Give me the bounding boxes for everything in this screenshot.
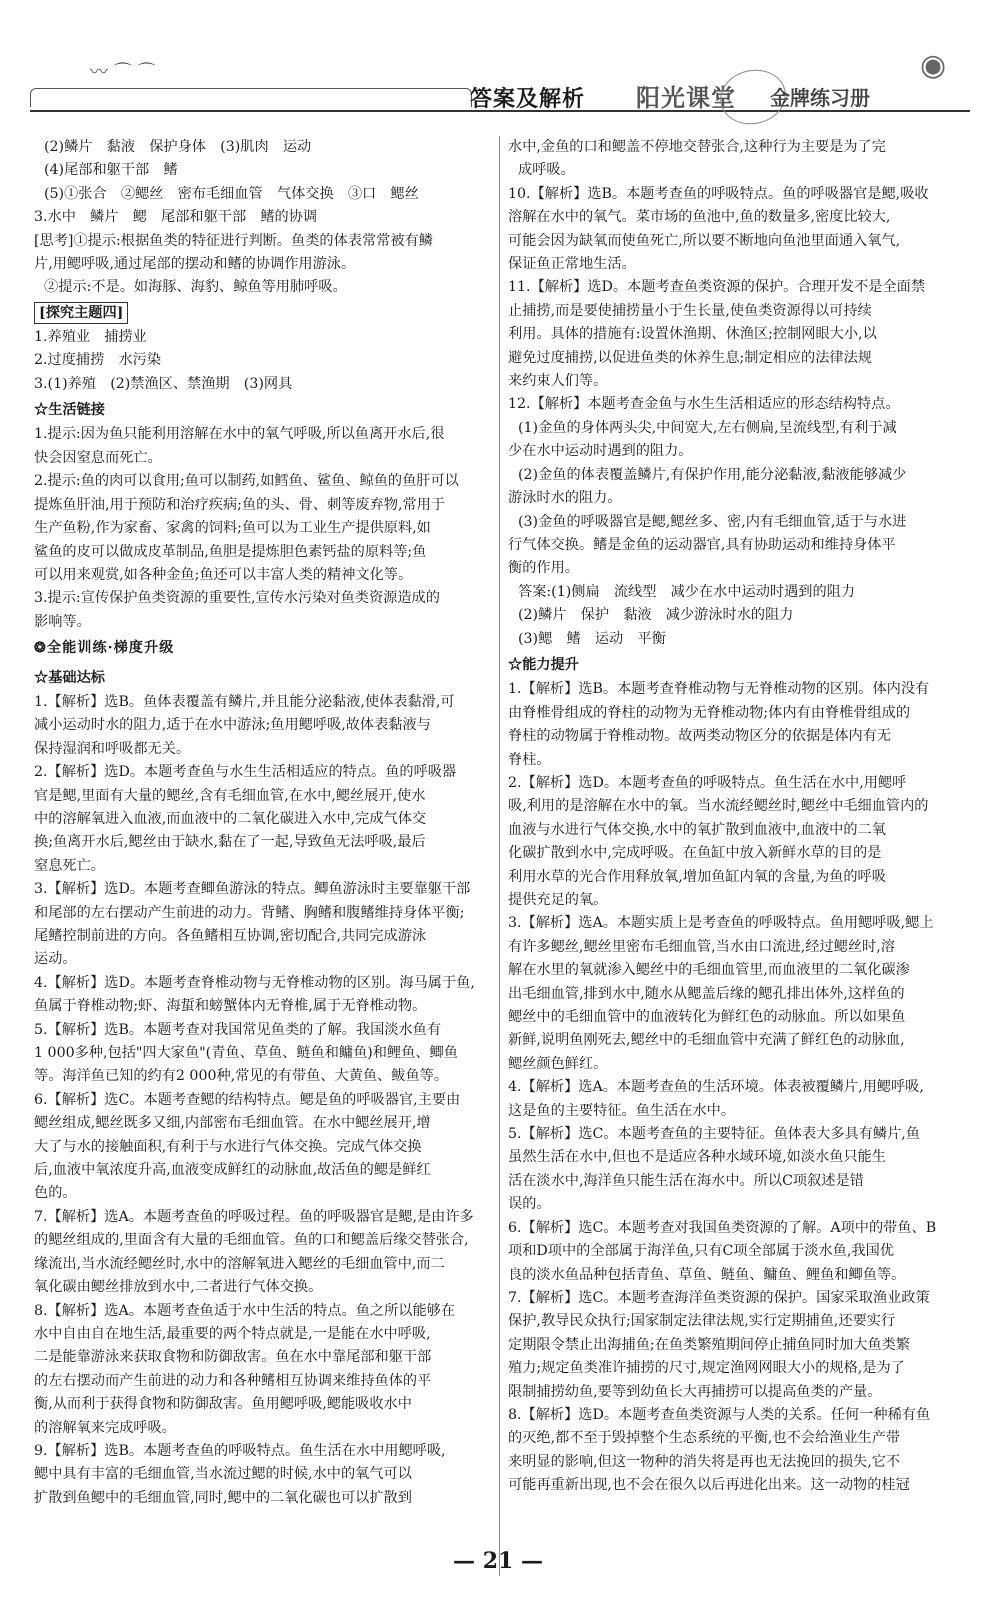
line-text: (2)鳞片 保护 黏液 减少游泳时水的阻力 [518, 607, 794, 624]
text-line [508, 159, 966, 182]
line-text: 中的溶解氧进入血液,而血液中的二氧化碳进入水中,完成气体交 [34, 810, 427, 827]
line-text: 活在淡水中,海洋鱼只能生活在海水中。所以C项叙述是错 [508, 1172, 864, 1189]
text-line [34, 664, 492, 691]
line-text: [思考]①提示:根据鱼类的特征进行判断。鱼类的体表常常被有鳞 [34, 232, 433, 249]
line-text: 2.提示:鱼的肉可以食用;鱼可以制药,如鳕鱼、鲨鱼、鲸鱼的鱼肝可以 [34, 473, 459, 490]
text-line [508, 347, 966, 370]
text-line [34, 159, 492, 182]
text-line [34, 995, 492, 1018]
line-text: 减小运动时水的阻力,适于在水中游泳;鱼用鳃呼吸,故体表黏液与 [34, 717, 431, 734]
text-line [34, 972, 492, 995]
line-text: 新鲜,说明鱼刚死去,鳃丝中的毛细血管中充满了鲜红色的动脉血, [508, 1032, 905, 1049]
header-subtitle: 金牌练习册 [770, 86, 870, 110]
text-line [34, 1393, 492, 1416]
text-line [508, 534, 966, 557]
text-line [508, 912, 966, 935]
text-line [508, 1029, 966, 1052]
line-text: 化碳扩散到水中,完成呼吸。在鱼缸中放入新鲜水草的目的是 [508, 845, 882, 862]
line-text: 有许多鳃丝,鳃丝里密布毛细血管,当水由口流进,经过鳃丝时,溶 [508, 938, 895, 955]
line-text: 等。海洋鱼已知的约有2 000种,常见的有带鱼、大黄鱼、鲅鱼等。 [34, 1068, 449, 1085]
text-line [508, 581, 966, 604]
line-text: 脊柱的动物属于脊椎动物。故两类动物区分的依据是体内有无 [508, 728, 892, 745]
header-brand: 阳光课堂 [636, 83, 736, 112]
line-text: 的溶解氧来完成呼吸。 [34, 1419, 176, 1436]
line-text: (5)①张合 ②鳃丝 密布毛细血管 气体交换 ③口 鳃丝 [44, 185, 419, 202]
line-text: 利用。具体的措施有:设置休渔期、休渔区;控制网眼大小,以 [508, 326, 877, 343]
text-line [34, 230, 492, 253]
text-line [34, 1417, 492, 1440]
text-line [508, 749, 966, 772]
text-line [508, 1053, 966, 1076]
text-line [34, 206, 492, 229]
line-text: 3.【解析】选A。本题实质上是考查鱼的呼吸特点。鱼用鳃呼吸,鳃上 [508, 915, 934, 932]
text-line [34, 1065, 492, 1088]
text-line [508, 819, 966, 842]
right-column [508, 136, 966, 1498]
line-text: 提供充足的氧。 [508, 892, 608, 908]
text-line [508, 772, 966, 795]
text-line [34, 470, 492, 493]
line-text: 大了与水的接触面积,有利于与水进行气体交换。完成气体交换 [34, 1138, 422, 1155]
line-text: 运动。 [34, 951, 77, 968]
text-line [34, 447, 492, 470]
line-text: 鳃中具有丰富的毛细血管,当水流过鳃的时候,水中的氧气可以 [34, 1466, 412, 1483]
line-text: 的鳃丝组成的,里面含有大量的毛细血管。鱼的口和鳃盖后缘交替张合, [34, 1232, 469, 1249]
text-line [34, 253, 492, 276]
line-text: 行气体交换。鳍是金鱼的运动器官,具有协助运动和维持身体平 [508, 536, 896, 553]
text-line [34, 494, 492, 517]
text-line [508, 417, 966, 440]
line-text: 利用水草的光合作用释放氧,增加鱼缸内氧的含量,为鱼的呼吸 [508, 868, 886, 885]
line-text: 5.【解析】选B。本题考查对我国常见鱼类的了解。我国淡水鱼有 [34, 1021, 442, 1038]
line-text: 可能会因为缺氧而使鱼死亡,所以要不断地向鱼池里面通入氧气, [508, 232, 901, 249]
text-line [34, 1253, 492, 1276]
text-line [34, 1136, 492, 1159]
line-text: 生产鱼粉,作为家畜、家禽的饲料;鱼可以为工业生产提供原料,如 [34, 520, 431, 537]
text-line [34, 1229, 492, 1252]
text-line [34, 785, 492, 808]
line-text: 鳃丝组成,鳃丝既多又细,内部密布毛细血管。在水中鳃丝展开,增 [34, 1115, 431, 1132]
line-text: 换;鱼离开水后,鳃丝由于缺水,黏在了一起,导致鱼无法呼吸,最后 [34, 834, 426, 851]
text-line [34, 564, 492, 587]
line-text: 2.【解析】选D。本题考查鱼与水生生活相适应的特点。鱼的呼吸器 [34, 764, 457, 781]
text-line [508, 1240, 966, 1263]
text-line [34, 831, 492, 854]
text-line [34, 761, 492, 784]
text-line [508, 276, 966, 299]
line-text: 可以用来观赏,如各种金鱼;鱼还可以丰富人类的精神文化等。 [34, 566, 413, 583]
line-text: 9.【解析】选B。本题考查鱼的呼吸特点。鱼生活在水中用鳃呼吸, [34, 1442, 446, 1459]
text-line [508, 983, 966, 1006]
line-text: 保护,教导民众执行;国家制定法律法规,实行定期捕鱼,还要实行 [508, 1313, 896, 1330]
text-line [34, 634, 492, 663]
text-line [508, 889, 966, 912]
text-line [34, 738, 492, 761]
line-text: 8.【解析】选A。本题考查鱼适于水中生活的特点。鱼之所以能够在 [34, 1302, 456, 1319]
text-line [34, 326, 492, 349]
text-line [508, 678, 966, 701]
line-text: 出毛细血管,排到水中,随水从鳃盖后缘的鳃孔排出体外,这样鱼的 [508, 985, 905, 1002]
text-line [34, 1346, 492, 1369]
text-line [508, 1334, 966, 1357]
line-text: 来明显的影响,但这一物种的消失将是再也无法挽回的损失,它不 [508, 1453, 901, 1470]
line-text: (4)尾部和躯干部 鳍 [44, 162, 178, 179]
line-text: 11.【解析】选D。本题考查鱼类资源的保护。合理开发不是全面禁 [508, 279, 926, 296]
line-text: 官是鳃,里面有大量的鳃丝,含有毛细血管,在水中,鳃丝展开,使水 [34, 787, 426, 804]
text-line [508, 1146, 966, 1169]
text-line [508, 1100, 966, 1123]
text-line [508, 1076, 966, 1099]
line-text: 缘流出,当水流经鳃丝时,水中的溶解氧进入鳃丝的毛细血管中,而二 [34, 1255, 445, 1272]
text-line [34, 691, 492, 714]
text-line [34, 349, 492, 372]
text-line [34, 136, 492, 159]
line-text: 后,血液中氧浓度升高,血液变成鲜红的动脉血,故活鱼的鳃是鲜红 [34, 1162, 431, 1179]
line-text: 6.【解析】选C。本题考查鳃的结构特点。鳃是鱼的呼吸器官,主要由 [34, 1091, 461, 1108]
line-text: 12.【解析】本题考查金鱼与水生生活相适应的形态结构特点。 [508, 396, 900, 413]
text-line [508, 842, 966, 865]
text-line [34, 611, 492, 634]
text-line [508, 725, 966, 748]
text-line [34, 1276, 492, 1299]
text-line [508, 487, 966, 510]
text-line [508, 557, 966, 580]
line-text: 1 000多种,包括"四大家鱼"(青鱼、草鱼、鲢鱼和鳙鱼)和鲤鱼、鲫鱼 [34, 1045, 458, 1062]
line-text: 水中自由自在地生活,最重要的两个特点就是,一是能在水中呼吸, [34, 1325, 431, 1342]
text-line [34, 1159, 492, 1182]
line-text: (3)鳃 鳍 运动 平衡 [518, 630, 666, 647]
line-text: 色的。 [34, 1185, 77, 1202]
header-title: 答案及解析 [470, 86, 586, 112]
text-line [34, 276, 492, 299]
line-text: 影响等。 [34, 613, 91, 630]
line-text: 3.【解析】选D。本题考查鲫鱼游泳的特点。鲫鱼游泳时主要靠躯干部 [34, 881, 471, 898]
line-text: 避免过度捕捞,以促进鱼类的休养生息;制定相应的法律法规 [508, 349, 872, 366]
line-text: 溶解在水中的氧气。菜市场的鱼池中,鱼的数量多,密度比较大, [508, 209, 891, 226]
line-text: 片,用鳃呼吸,通过尾部的摆动和鳍的协调作用游泳。 [34, 256, 356, 273]
line-text: 脊柱。 [508, 751, 551, 768]
text-line [508, 628, 966, 651]
text-line [34, 1089, 492, 1112]
text-line [34, 423, 492, 446]
line-text: 成呼吸。 [518, 162, 575, 179]
text-line [508, 370, 966, 393]
text-line [34, 1206, 492, 1229]
line-text: 提炼鱼肝油,用于预防和治疗疾病;鱼的头、骨、刺等废弃物,常用于 [34, 496, 446, 513]
text-line [34, 1370, 492, 1393]
text-line [34, 1323, 492, 1346]
birds-icon: 〰 ⌒ ⌒ [90, 62, 156, 83]
text-line [34, 1463, 492, 1486]
line-text: 少在水中运动时遇到的阻力。 [508, 443, 693, 460]
text-line [34, 1019, 492, 1042]
line-text: 良的淡水鱼品种包括青鱼、草鱼、鲢鱼、鳙鱼、鲤鱼和鲫鱼等。 [508, 1266, 906, 1283]
line-text: 鳃丝颜色鲜红。 [508, 1055, 608, 1072]
text-line [34, 1112, 492, 1135]
line-text: 解在水里的氧就渗入鳃丝中的毛细血管里,而血液里的二氧化碳渗 [508, 962, 910, 979]
section-heading: ☆基础达标 [34, 667, 105, 690]
globe-icon: ◉ [920, 48, 947, 83]
text-line [508, 1217, 966, 1240]
line-text: 答案:(1)侧扁 流线型 减少在水中运动时遇到的阻力 [518, 583, 856, 600]
text-line [34, 902, 492, 925]
line-text: 4.【解析】选A。本题考查鱼的生活环境。体表被覆鳞片,用鳃呼吸, [508, 1079, 924, 1096]
text-line [34, 1440, 492, 1463]
text-line [508, 1123, 966, 1146]
text-line [508, 511, 966, 534]
text-line [508, 1264, 966, 1287]
text-line [508, 1474, 966, 1497]
line-text: 血液与水进行气体交换,水中的氧扩散到血液中,血液中的二氧 [508, 821, 886, 838]
page-header [30, 48, 970, 126]
text-line [508, 936, 966, 959]
text-line [34, 925, 492, 948]
text-line [508, 464, 966, 487]
section-heading: ☆能力提升 [508, 654, 579, 677]
text-line [34, 183, 492, 206]
text-line [34, 587, 492, 610]
line-text: 5.【解析】选C。本题考查鱼的主要特征。鱼体表大多具有鳞片,鱼 [508, 1126, 920, 1143]
text-line [508, 959, 966, 982]
text-line [508, 1193, 966, 1216]
text-line [508, 136, 966, 159]
line-text: 8.【解析】选D。本题考查鱼类资源与人类的关系。任何一种稀有鱼 [508, 1406, 931, 1423]
text-line [508, 230, 966, 253]
text-line [508, 393, 966, 416]
line-text: 衡,从而利于获得食物和防御敌害。鱼用鳃呼吸,鳃能吸收水中 [34, 1396, 412, 1413]
line-text: 可能再重新出现,也不会在很久以后再进化出来。这一动物的桂冠 [508, 1477, 910, 1494]
left-column [34, 136, 492, 1510]
line-text: 殖力;规定鱼类准许捕捞的尺寸,规定渔网网眼大小的规格,是为了 [508, 1360, 905, 1377]
text-line [34, 541, 492, 564]
text-line [508, 300, 966, 323]
text-line [34, 855, 492, 878]
text-line [34, 808, 492, 831]
line-text: 窒息死亡。 [34, 857, 105, 874]
section-heading: [探究主题四] [34, 302, 128, 324]
line-text: 这是鱼的主要特征。鱼生活在水中。 [508, 1102, 736, 1119]
section-heading: ❂全能训练·梯度升级 [34, 640, 175, 657]
line-text: 定期限令禁止出海捕鱼;在鱼类繁殖期间停止捕鱼同时加大鱼类繁 [508, 1336, 911, 1353]
line-text: 7.【解析】选C。本题考查海洋鱼类资源的保护。国家采取渔业政策 [508, 1289, 930, 1306]
text-line [508, 253, 966, 276]
text-line [508, 866, 966, 889]
text-line [34, 714, 492, 737]
line-text: ②提示:不是。如海豚、海豹、鲸鱼等用肺呼吸。 [44, 279, 347, 296]
line-text: 1.提示:因为鱼只能利用溶解在水中的氧气呼吸,所以鱼离开水后,很 [34, 426, 445, 443]
text-line [508, 1427, 966, 1450]
line-text: 由脊椎骨组成的脊柱的动物为无脊椎动物;体内有由脊椎骨组成的 [508, 704, 911, 721]
line-text: 氧化碳由鳃丝排放到水中,二者进行气体交换。 [34, 1279, 323, 1296]
line-text: 二是能靠游泳来获取食物和防御敌害。鱼在水中靠尾部和躯干部 [34, 1349, 432, 1366]
text-line [34, 1042, 492, 1065]
text-line [508, 1006, 966, 1029]
page-number: — 21 — [453, 1548, 543, 1574]
section-heading: ☆生活链接 [34, 399, 105, 422]
line-text: 衡的作用。 [508, 560, 579, 577]
line-text: 2.【解析】选D。本题考查鱼的呼吸特点。鱼生活在水中,用鳃呼 [508, 774, 907, 791]
text-line [34, 396, 492, 423]
line-text: 限制捕捞幼鱼,要等到幼鱼长大再捕捞可以提高鱼类的产量。 [508, 1383, 882, 1400]
line-text: 7.【解析】选A。本题考查鱼的呼吸过程。鱼的呼吸器官是鳃,是由许多 [34, 1208, 474, 1225]
text-line [508, 795, 966, 818]
text-line [508, 1310, 966, 1333]
line-text: 10.【解析】选B。本题考查鱼的呼吸特点。鱼的呼吸器官是鳃,吸收 [508, 185, 929, 202]
line-text: 鱼属于脊椎动物;虾、海蜇和螃蟹体内无脊椎,属于无脊椎动物。 [34, 998, 427, 1015]
line-text: 和尾部的左右摆动产生前进的动力。背鳍、胸鳍和腹鳍维持身体平衡; [34, 904, 465, 921]
line-text: (3)金鱼的呼吸器官是鳃,鳃丝多、密,内有毛细血管,适于与水进 [518, 513, 907, 530]
line-text: 1.【解析】选B。本题考查脊椎动物与无脊椎动物的区别。体内没有 [508, 681, 930, 698]
text-line [508, 323, 966, 346]
text-line [508, 183, 966, 206]
text-line [508, 702, 966, 725]
text-line [508, 1287, 966, 1310]
text-line [34, 373, 492, 396]
line-text: (2)金鱼的体表覆盖鳞片,有保护作用,能分泌黏液,黏液能够减少 [518, 466, 907, 483]
text-line [508, 604, 966, 627]
line-text: 1.【解析】选B。鱼体表覆盖有鳞片,并且能分泌黏液,使体表黏滑,可 [34, 693, 455, 710]
line-text: 尾鳍控制前进的方向。各鱼鳍相互协调,密切配合,共同完成游泳 [34, 928, 427, 944]
column-divider [499, 136, 500, 1576]
line-text: 的左右摆动而产生前进的动力和各种鳍相互协调来维持鱼体的平 [34, 1372, 432, 1389]
line-text: 虽然生活在水中,但也不是适应各种水域环境,如淡水鱼只能生 [508, 1149, 886, 1166]
line-text: 1.养殖业 捕捞业 [34, 328, 147, 345]
line-text: 的灭绝,都不至于毁掉整个生态系统的平衡,也不会给渔业生产带 [508, 1430, 901, 1447]
line-text: 3.(1)养殖 (2)禁渔区、禁渔期 (3)网具 [34, 375, 293, 392]
text-line [34, 300, 492, 326]
text-line [508, 1357, 966, 1380]
text-line [34, 1487, 492, 1510]
text-line [508, 1404, 966, 1427]
text-line [508, 440, 966, 463]
line-text: 止捕捞,而是要使捕捞量小于生长量,使鱼类资源得以可持续 [508, 302, 872, 319]
line-text: 项和D项中的全部属于海洋鱼,只有C项全部属于淡水鱼,我国优 [508, 1243, 894, 1260]
text-line [34, 1182, 492, 1205]
line-text: (1)金鱼的身体两头尖,中间宽大,左右侧扁,呈流线型,有利于减 [518, 419, 897, 436]
line-text: 保持湿润和呼吸都无关。 [34, 740, 191, 757]
line-text: (2)鳞片 黏液 保护身体 (3)肌肉 运动 [44, 139, 312, 155]
line-text: 误的。 [508, 1196, 551, 1213]
line-text: 3.提示:宣传保护鱼类资源的重要性,宣传水污染对鱼类资源造成的 [34, 590, 440, 607]
line-text: 3.水中 鳞片 鳃 尾部和躯干部 鳍的协调 [34, 209, 318, 226]
line-text: 2.过度捕捞 水污染 [34, 352, 162, 369]
line-text: 游泳时水的阻力。 [508, 490, 622, 507]
text-line [508, 651, 966, 678]
text-line [34, 948, 492, 971]
line-text: 4.【解析】选D。本题考查脊椎动物与无脊椎动物的区别。海马属于鱼, [34, 974, 475, 991]
text-line [34, 517, 492, 540]
line-text: 吸,利用的是溶解在水中的氧。当水流经鳃丝时,鳃丝中毛细血管内的 [508, 798, 929, 815]
line-text: 扩散到鱼鳃中的毛细血管,同时,鳃中的二氧化碳也可以扩散到 [34, 1489, 412, 1506]
line-text: 鲨鱼的皮可以做成皮革制品,鱼胆是提炼胆色素钙盐的原料等;鱼 [34, 543, 427, 560]
line-text: 来约束人们等。 [508, 373, 608, 390]
line-text: 6.【解析】选C。本题考查对我国鱼类资源的了解。A项中的带鱼、B [508, 1219, 937, 1236]
text-line [508, 1451, 966, 1474]
text-line [508, 1381, 966, 1404]
text-line [508, 206, 966, 229]
line-text: 快会因窒息而死亡。 [34, 449, 162, 466]
text-line [34, 1300, 492, 1323]
text-line [508, 1170, 966, 1193]
text-line [34, 878, 492, 901]
header-frame [30, 88, 472, 107]
line-text: 保证鱼正常地生活。 [508, 256, 636, 273]
line-text: 水中,金鱼的口和鳃盖不停地交替张合,这种行为主要是为了完 [508, 139, 886, 155]
line-text: 鳃丝中的毛细血管中的血液转化为鲜红色的动脉血。所以如果鱼 [508, 1009, 906, 1026]
